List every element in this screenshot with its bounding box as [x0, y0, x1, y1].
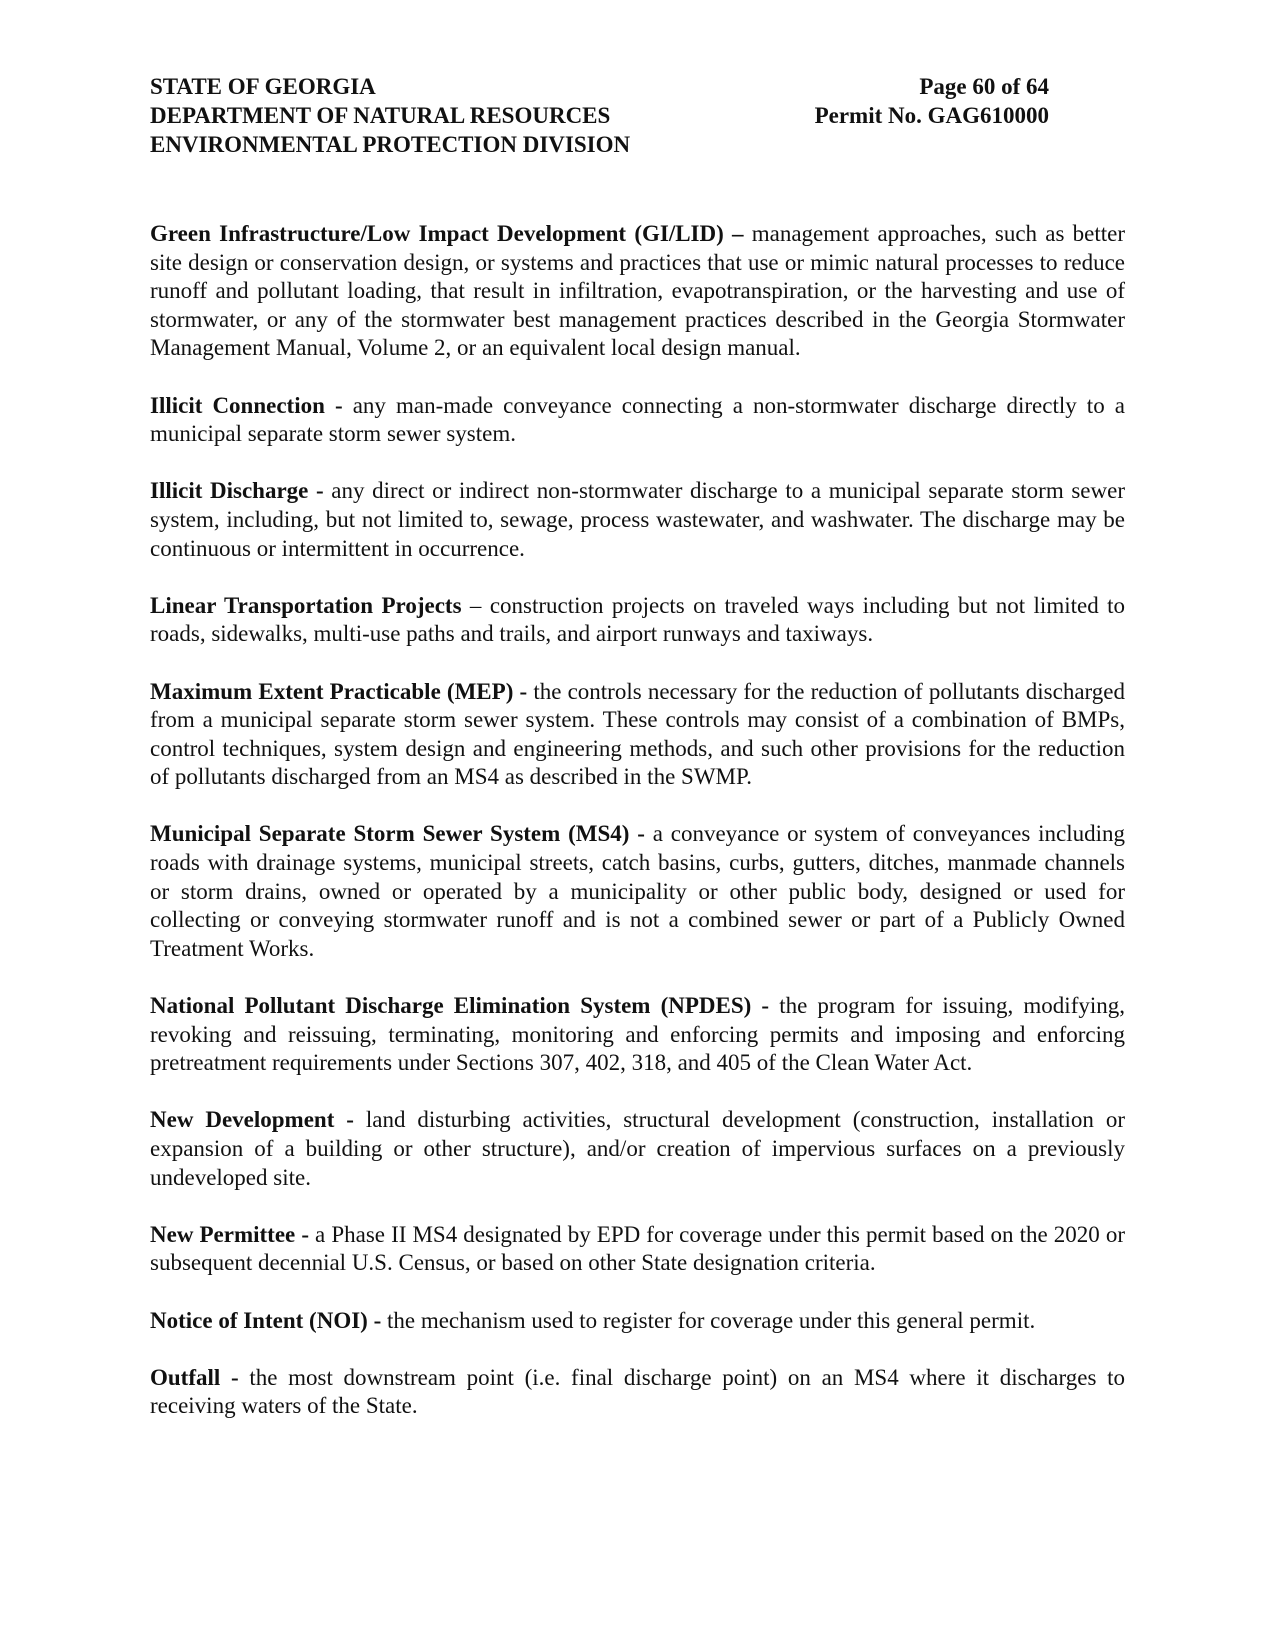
definition-illicit-connection	[150, 392, 1125, 449]
definition-term: Illicit Connection -	[150, 392, 343, 418]
definition-term: National Pollutant Discharge Elimination System (NPDES) -	[150, 993, 770, 1019]
definition-text: – construction projects on traveled ways including but not limited to roads, sidewalks, multi-use paths and trails, and airport runways and taxiways.	[150, 592, 1125, 647]
definition-text: any direct or indirect non-stormwater discharge to a municipal separate storm sewer system, including, but not limited to, sewage, process wastewater, and washwater. The discharge may be continuous or intermittent in occurrence.	[150, 478, 1125, 561]
definition-text: a conveyance or system of conveyances including roads with drainage systems, municipal streets, catch basins, curbs, gutters, ditches, manmade channels or storm drains, owned or operated by a municipality or other public body, designed or used for collecting or conveying stormwater runoff and is not a combined sewer or part of a Publicly Owned Treatment Works.	[150, 821, 1125, 961]
page-number: Page 60 of 64	[919, 74, 1049, 99]
definition-text: the controls necessary for the reduction of pollutants discharged from a municipal separate storm sewer system. These controls may consist of a combination of BMPs, control techniques, system design and engineering methods, and such other provisions for the reduction of pollutants discharged from an MS4 as described in the SWMP.	[150, 678, 1125, 790]
definition-npdes	[150, 992, 1125, 1078]
definition-term: New Development -	[150, 1107, 354, 1133]
definition-outfall	[150, 1364, 1125, 1421]
definition-linear-transportation	[150, 592, 1125, 649]
permit-number: Permit No. GAG610000	[814, 103, 1049, 128]
definition-gi-lid	[150, 220, 1125, 363]
definition-term: Maximum Extent Practicable (MEP) -	[150, 678, 528, 704]
definition-text: the program for issuing, modifying, revoking and reissuing, terminating, monitoring and enforcing permits and imposing and enforcing pretreatment requirements under Sections 307, 402, 318, and 405 of the Clean Water Act.	[150, 993, 1125, 1076]
definition-term: New Permittee -	[150, 1221, 309, 1247]
page-header	[150, 72, 1125, 162]
permit-block	[796, 72, 1049, 130]
definition-noi	[150, 1307, 1125, 1336]
definition-term: Linear Transportation Projects	[150, 592, 462, 618]
agency-division: ENVIRONMENTAL PROTECTION DIVISION	[150, 132, 631, 157]
definition-term: Green Infrastructure/Low Impact Development (GI/LID) –	[150, 221, 744, 246]
definition-term: Notice of Intent (NOI) -	[150, 1307, 382, 1333]
definition-term: Municipal Separate Storm Sewer System (MS4) -	[150, 821, 645, 847]
definitions-list	[150, 220, 1125, 1421]
definition-text: management approaches, such as better site design or conservation design, or systems and practices that use or mimic natural processes to reduce runoff and pollutant loading, that result in infiltration, evapotranspiration, or the harvesting and use of stormwater, or any of the stormwater best management practices described in the Georgia Stormwater Management Manual, Volume 2, or an equivalent local design manual.	[150, 221, 1126, 361]
agency-block	[150, 72, 630, 159]
agency-department: DEPARTMENT OF NATURAL RESOURCES	[150, 103, 611, 128]
definition-term: Illicit Discharge -	[150, 478, 324, 504]
definition-text: any man-made conveyance connecting a non-stormwater discharge directly to a municipal separate storm sewer system.	[150, 392, 1125, 447]
definition-text: the most downstream point (i.e. final discharge point) on an MS4 where it discharges to receiving waters of the State.	[150, 1364, 1125, 1419]
definition-illicit-discharge	[150, 477, 1125, 563]
definition-ms4	[150, 820, 1125, 963]
definition-text: the mechanism used to register for coverage under this general permit.	[381, 1307, 1036, 1333]
definition-mep	[150, 678, 1125, 792]
definition-term: Outfall -	[150, 1364, 239, 1390]
agency-state: STATE OF GEORGIA	[150, 74, 376, 99]
definition-text: a Phase II MS4 designated by EPD for coverage under this permit based on the 2020 or subsequent decennial U.S. Census, or based on other State designation criteria.	[150, 1221, 1125, 1276]
definition-new-permittee	[150, 1221, 1125, 1278]
document-page	[150, 72, 1125, 1450]
definition-new-development	[150, 1106, 1125, 1192]
definition-text: land disturbing activities, structural development (construction, installation or expansion of a building or other structure), and/or creation of impervious surfaces on a previously undeveloped site.	[150, 1107, 1125, 1190]
